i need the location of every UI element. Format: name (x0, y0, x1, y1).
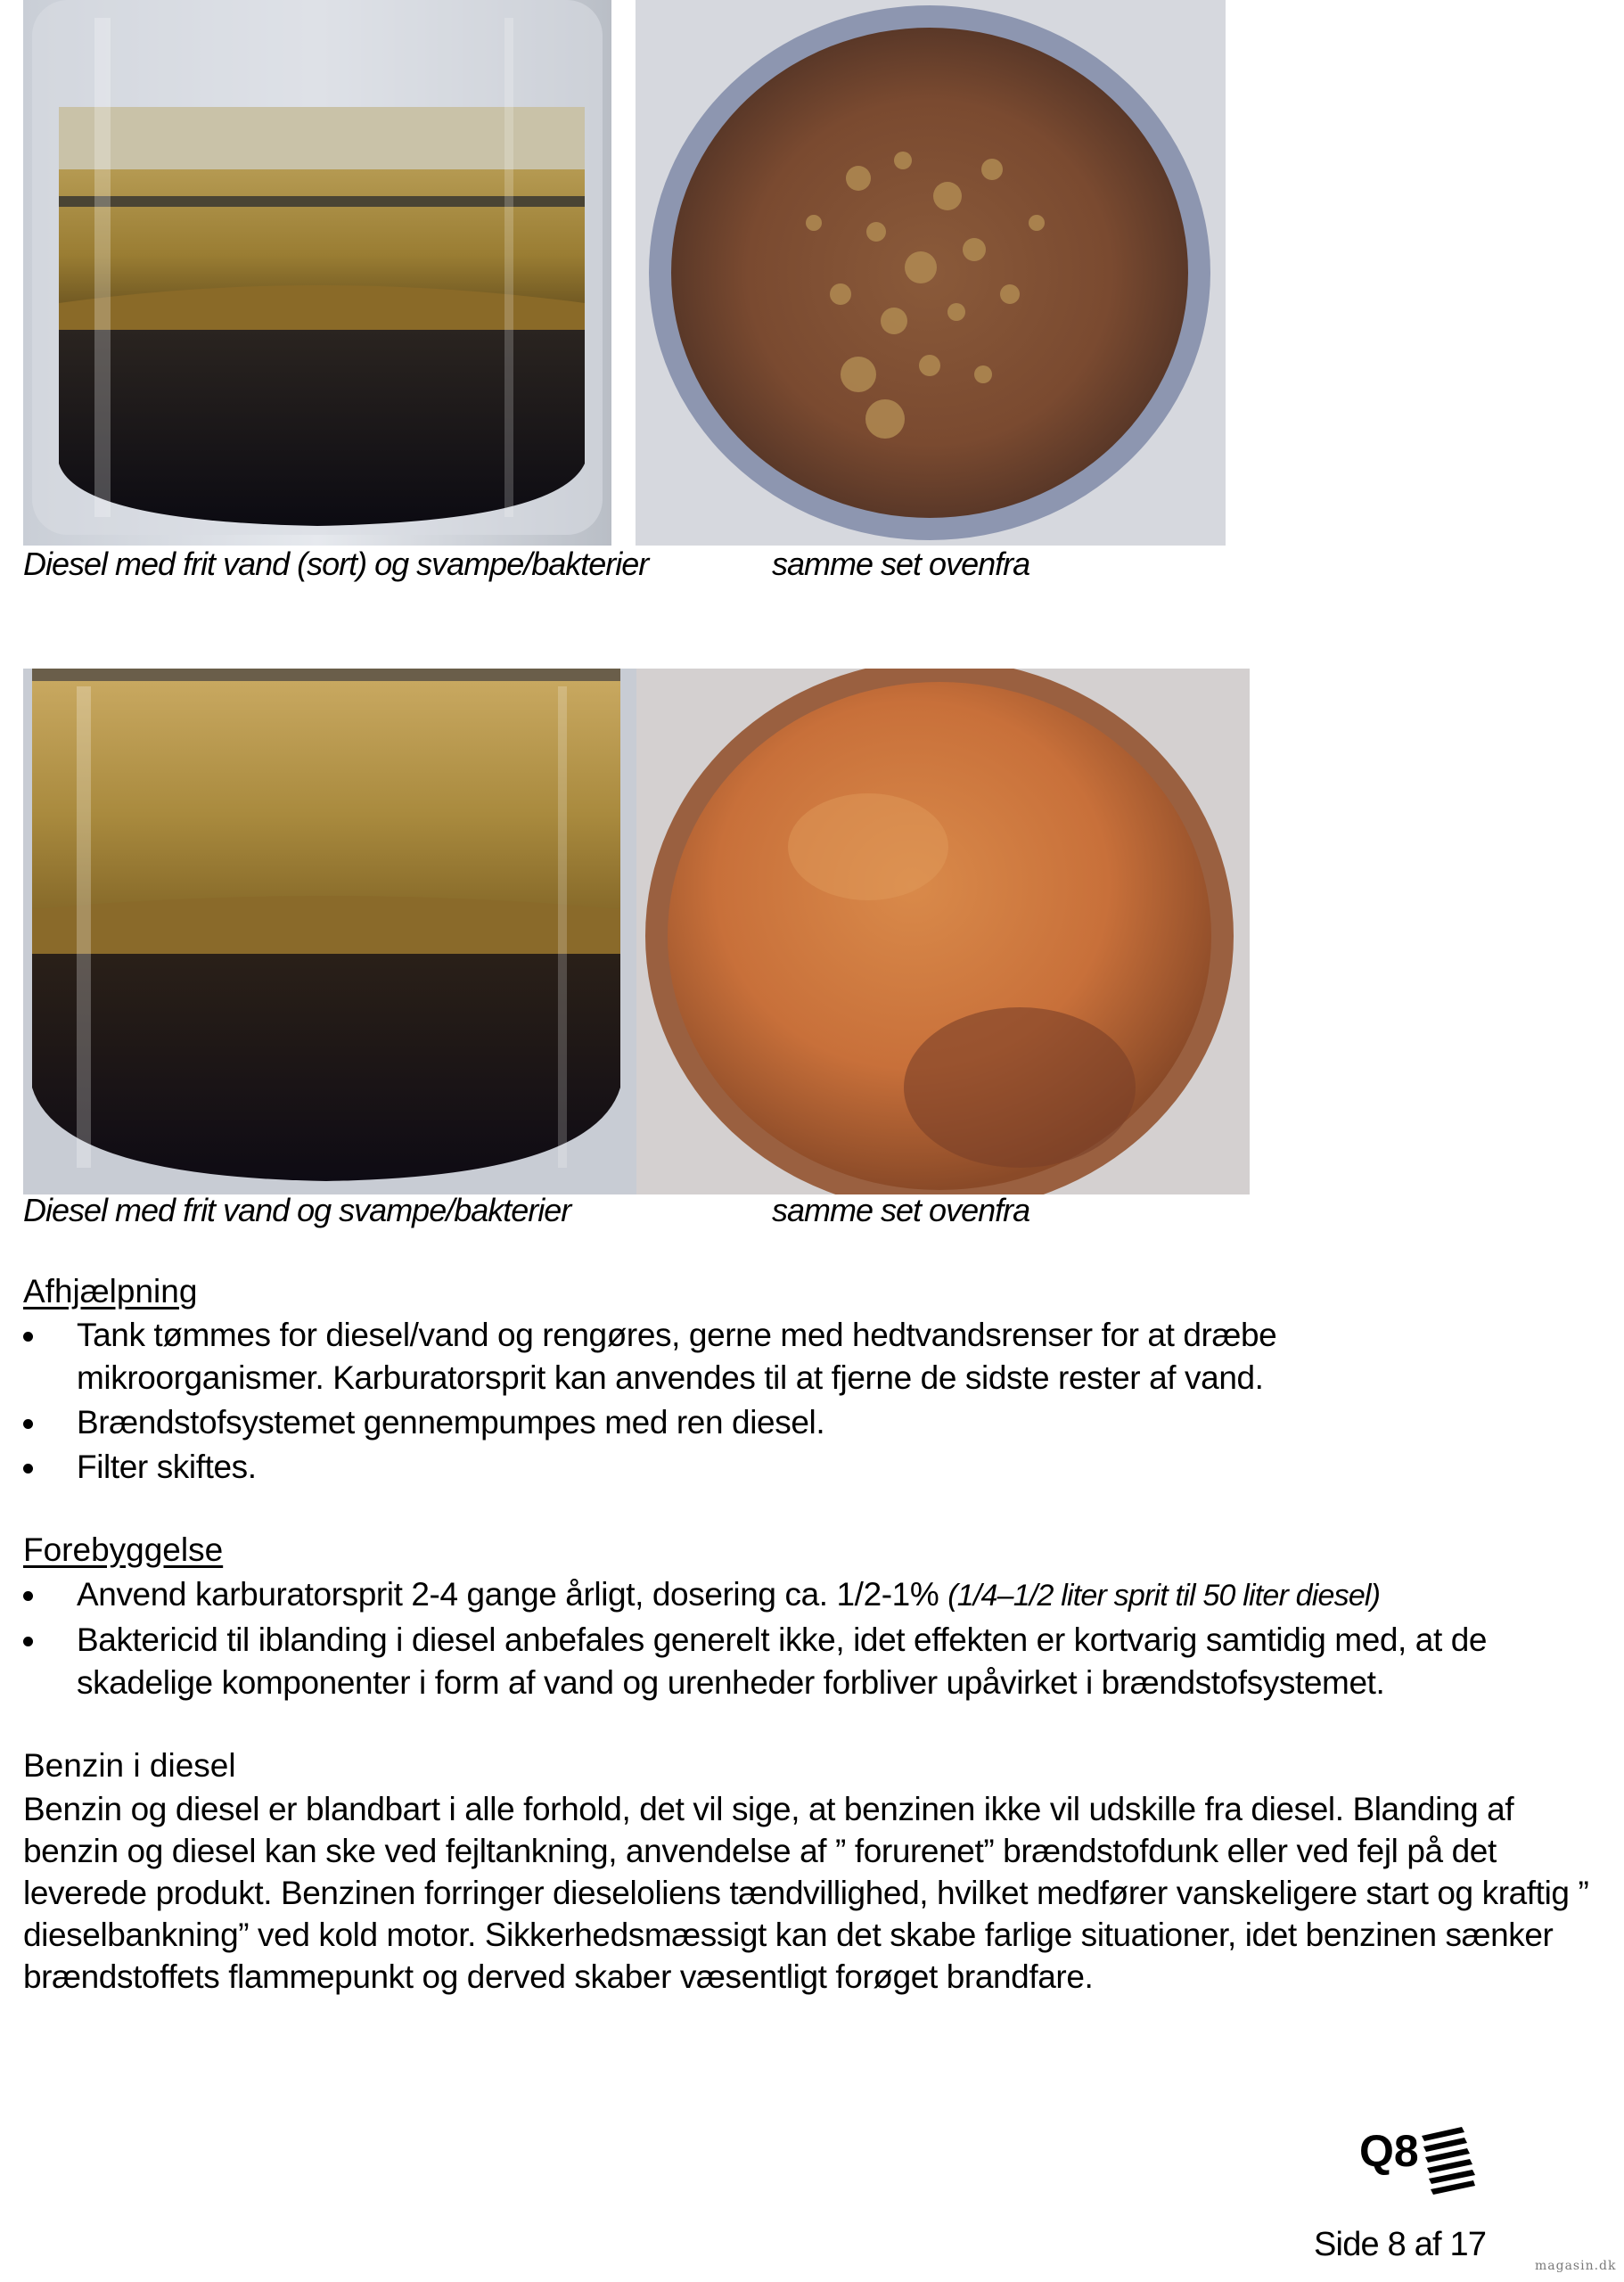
photo-jar-side-2 (23, 669, 636, 1194)
photo-jar-top-1 (636, 0, 1226, 546)
photo-caption: samme set ovenfra (772, 1192, 1030, 1228)
logo-text: Q8 (1359, 2126, 1419, 2176)
page-number: Side 8 af 17 (1314, 2226, 1487, 2263)
photo-jar-side-1 (23, 0, 611, 546)
dosage-note: (1/4–1/2 liter sprit til 50 liter diesel) (947, 1579, 1381, 1613)
forebyggelse-list (23, 1573, 1601, 1706)
benzin-paragraph: Benzin og diesel er blandbart i alle forhold, det vil sige, at benzinen ikke vil udskille fra diesel. Blanding af benzin og diesel kan ske ved fejltankning, anvendelse af ” forurenet” brændstofdunk eller ved fejl på det leverede produkt. Benzinen forringer dieseloliens tændvillighed, hvilket medfører vanskeligere start og kraftig ” dieselbankning” ved kold motor. Sikkerhedsmæssigt kan det skabe farlige situationer, idet benzinen sænker brændstoffets flammepunkt og derved skaber væsentligt forøget brandfare. (23, 1791, 1589, 1995)
photo-caption: samme set ovenfra (772, 546, 1030, 582)
list-item-text: Anvend karburatorsprit 2-4 gange årligt, dosering ca. 1/2-1% (77, 1576, 939, 1613)
watermark: magasin.dk (1535, 2259, 1617, 2273)
section-heading-afhjaelpning: Afhjælpning (23, 1273, 198, 1309)
list-item: Brændstofsystemet gennempumpes med ren diesel. (23, 1401, 1360, 1444)
list-item: Filter skiftes. (23, 1446, 1360, 1489)
afhjaelpning-list (23, 1314, 1360, 1490)
photo-caption: Diesel med frit vand og svampe/bakterier (23, 1192, 571, 1228)
q8-logo (1359, 2120, 1475, 2200)
list-item: Baktericid til iblanding i diesel anbefales generelt ikke, idet effekten er kortvarig samtidig med, at de skadelige komponenter i form af vand og urenheder forbliver upåvirket i brændstofsystemet. (23, 1619, 1601, 1704)
list-item (23, 1573, 1601, 1617)
section-heading-benzin: Benzin i diesel (23, 1747, 236, 1784)
section-heading-forebyggelse: Forebyggelse (23, 1531, 224, 1568)
list-item: Tank tømmes for diesel/vand og rengøres, gerne med hedtvandsrenser for at dræbe mikroorganismer. Karburatorsprit kan anvendes til at fjerne de sidste rester af vand. (23, 1314, 1360, 1400)
photo-caption: Diesel med frit vand (sort) og svampe/bakterier (23, 546, 649, 582)
photo-jar-top-2 (636, 669, 1250, 1194)
